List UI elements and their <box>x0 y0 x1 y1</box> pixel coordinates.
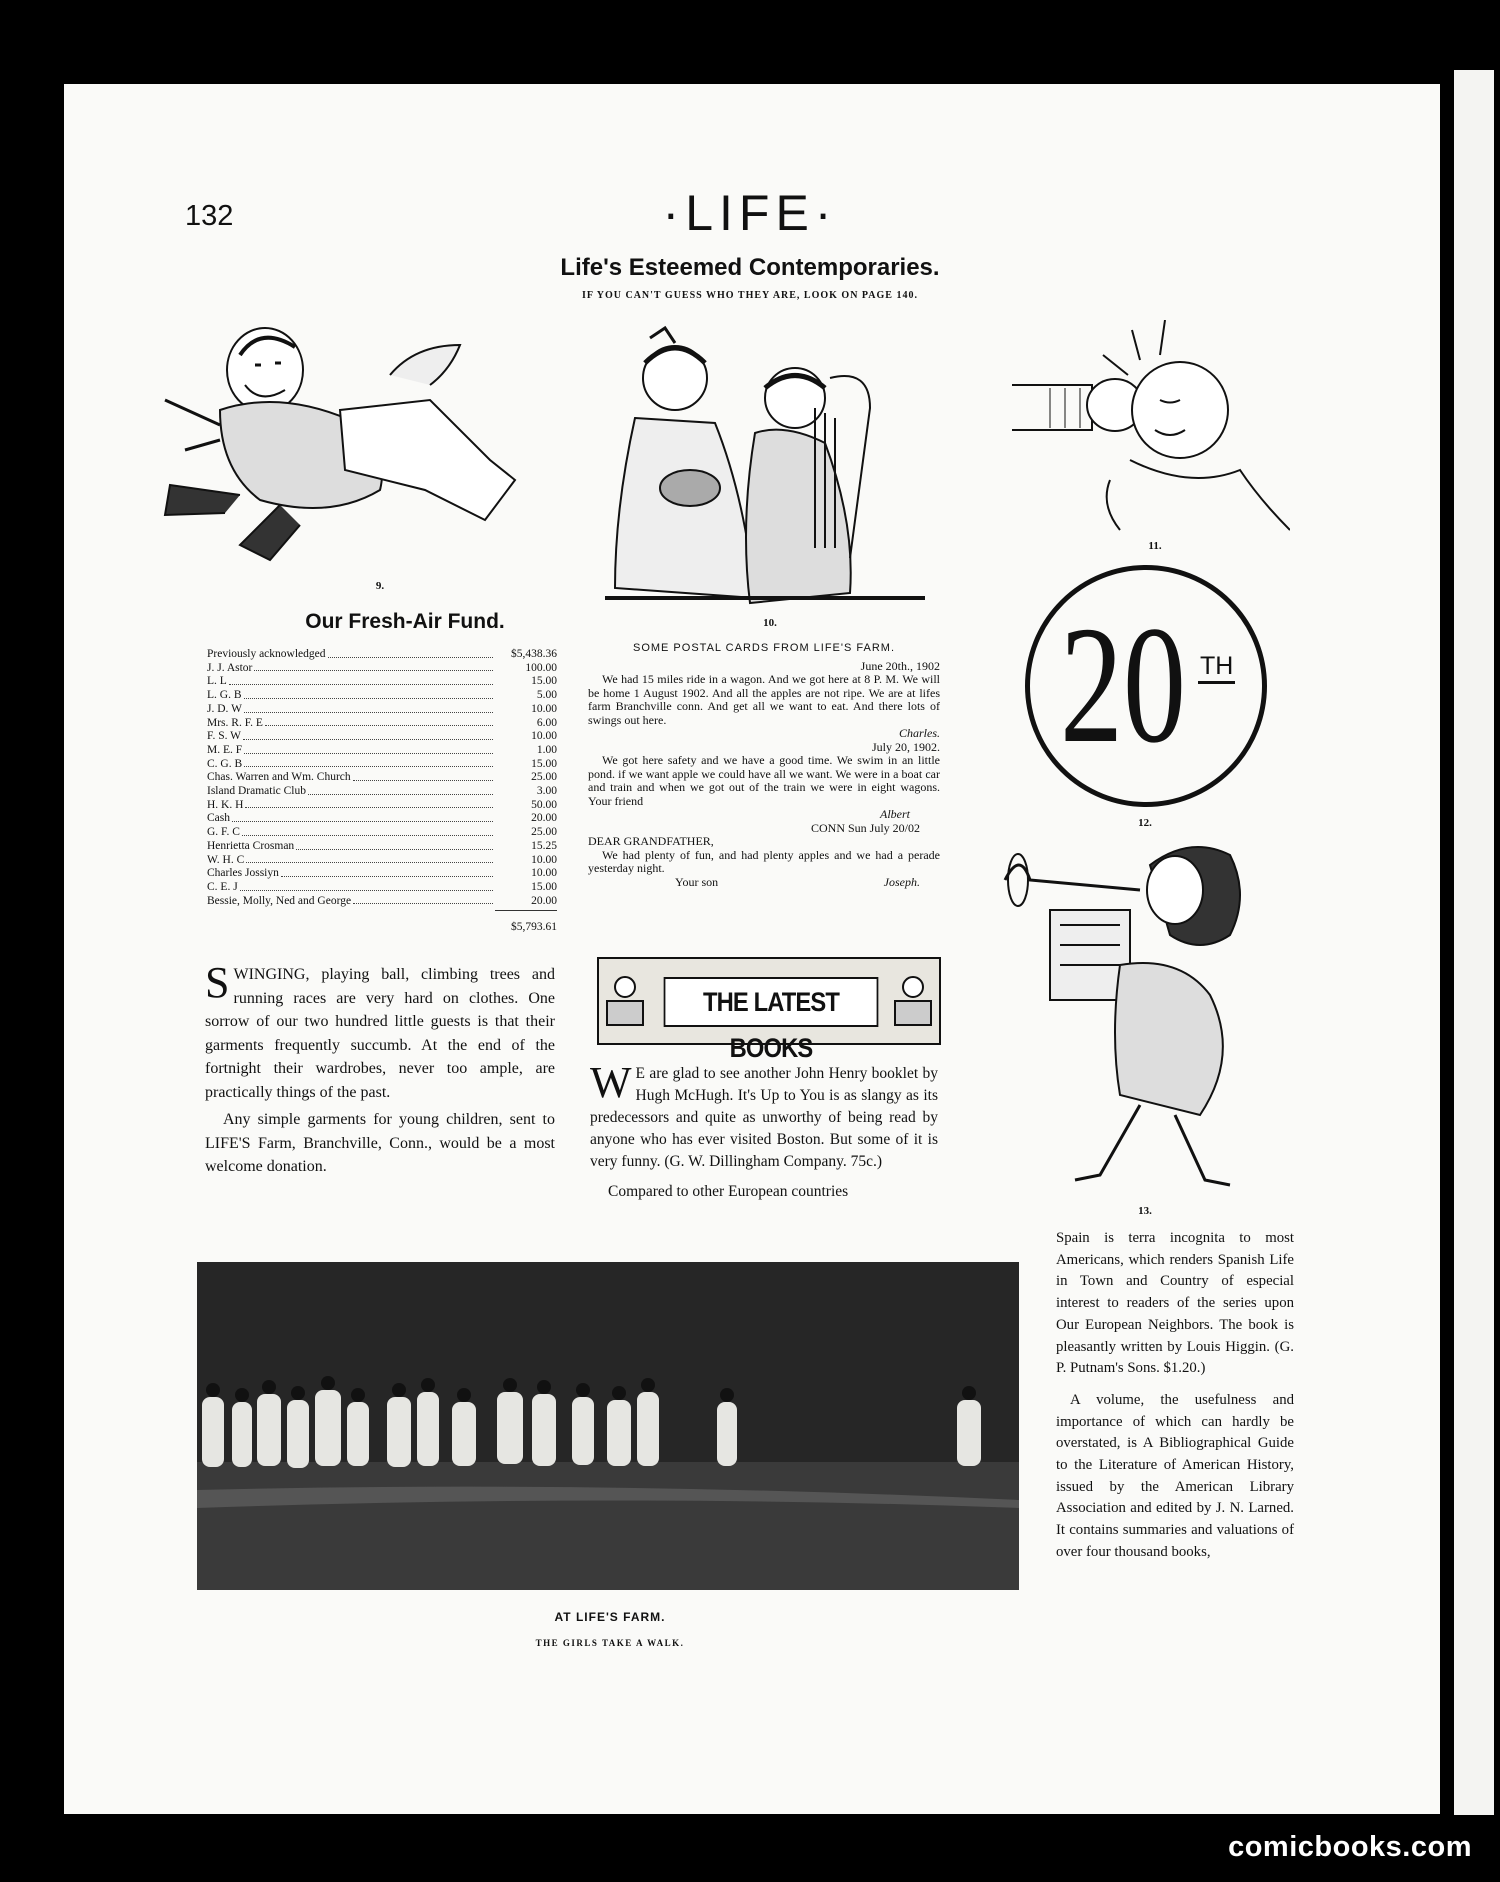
emblem-number: 20 <box>1060 592 1186 778</box>
fund-amount: 15.00 <box>531 675 557 688</box>
fund-donor: L. L <box>207 675 227 688</box>
fund-donor: Bessie, Molly, Ned and George <box>207 894 352 907</box>
fund-amount: 50.00 <box>531 798 557 811</box>
masthead: ·LIFE· <box>662 185 838 241</box>
fund-donor: Charles Jossiyn <box>207 867 279 880</box>
leader-dots <box>242 826 493 836</box>
leader-dots <box>353 895 493 905</box>
fund-row <box>207 758 557 772</box>
postal-heading: SOME POSTAL CARDS FROM LIFE'S FARM. <box>632 642 896 654</box>
fund-amount: 100.00 <box>525 661 557 674</box>
photo-caption: AT LIFE'S FARM. <box>554 1610 666 1624</box>
fund-row <box>207 799 557 813</box>
fund-amount: 3.00 <box>536 785 557 798</box>
leader-dots <box>265 717 493 727</box>
caricature-11-punch <box>1010 320 1290 535</box>
fund-row <box>207 840 557 854</box>
fund-row <box>207 703 557 717</box>
dropcap-w: W <box>590 1058 632 1107</box>
banner-title: THE LATEST BOOKS <box>664 977 879 1027</box>
fund-amount: 5.00 <box>536 689 557 702</box>
fund-row <box>207 689 557 703</box>
postal-salutation-3: DEAR GRANDFATHER, <box>588 834 714 848</box>
fund-row <box>207 854 557 868</box>
caption-fig11: 11. <box>1148 540 1162 552</box>
fund-row <box>207 881 557 895</box>
fund-row <box>207 730 557 744</box>
caption-fig13: 13. <box>1138 1205 1152 1217</box>
fund-donor: Island Dramatic Club <box>207 785 307 798</box>
fund-donor: H. K. H <box>207 798 244 811</box>
books-paragraph-1: E are glad to see another John Henry booklet by Hugh McHugh. It's Up to You is as slangy as its predecessors and quite as unworthy of being read by anyone who has ever visited Boston. But some of it is very funny. (G. W. Dillingham Company. 75c.) <box>590 1065 938 1170</box>
postal-sign-2: Albert <box>880 807 910 821</box>
leader-dots <box>245 799 493 809</box>
photo-scene <box>197 1262 1019 1590</box>
fund-total: $5,793.61 <box>511 921 557 934</box>
books-review-middle <box>590 1058 938 1203</box>
fund-row <box>207 675 557 689</box>
leader-dots <box>243 730 493 740</box>
fund-row <box>207 717 557 731</box>
fund-donor: F. S. W <box>207 730 242 743</box>
photo-subcaption: THE GIRLS TAKE A WALK. <box>535 1638 685 1648</box>
leader-dots <box>353 771 493 781</box>
fund-row <box>207 771 557 785</box>
swinging-paragraph-2: Any simple garments for young children, sent to LIFE'S Farm, Branchville, Conn., would be a most welcome donation. <box>205 1111 555 1175</box>
fund-row <box>207 785 557 799</box>
leader-dots <box>244 744 493 754</box>
fund-amount: $5,438.36 <box>511 648 557 660</box>
swinging-article <box>205 958 555 1179</box>
leader-dots <box>244 758 493 768</box>
leader-dots <box>240 881 493 891</box>
fund-amount: 10.00 <box>531 853 557 866</box>
books-paragraph-4: A volume, the usefulness and importance of which can hardly be overstated, is A Bibliographical Guide to the Literature of American History, issued by the American Library Association and edited by J. N. Larned. It contains summaries and valuations of over four thousand books, <box>1056 1391 1294 1560</box>
fund-amount: 15.25 <box>531 839 557 852</box>
reader-figure-right-icon <box>891 973 935 1029</box>
leader-dots <box>246 854 493 864</box>
fund-donor: J. J. Astor <box>207 661 253 674</box>
postal-date-2: July 20, 1902. <box>871 739 940 754</box>
leader-dots <box>229 675 493 685</box>
latest-books-banner <box>597 957 941 1063</box>
section-subtitle: IF YOU CAN'T GUESS WHO THEY ARE, LOOK ON PAGE 140. <box>582 290 918 301</box>
fund-list <box>207 648 557 935</box>
fund-row <box>207 812 557 826</box>
emblem-suffix: TH <box>1198 652 1235 684</box>
postal-sign-1: Charles. <box>898 726 940 740</box>
leader-dots <box>244 689 494 699</box>
reader-figure-left-icon <box>603 973 647 1029</box>
fund-amount: 25.00 <box>531 826 557 839</box>
fund-row <box>207 662 557 676</box>
caricature-13-trumpeter <box>1000 835 1300 1200</box>
fund-row <box>207 826 557 840</box>
fund-amount: 15.00 <box>531 880 557 893</box>
postal-body-3: We had plenty of fun, and had plenty apples and we had a perade yesterday night. <box>588 847 940 875</box>
fund-row <box>207 867 557 881</box>
caption-fig9: 9. <box>375 580 385 592</box>
fund-amount: 6.00 <box>536 716 557 729</box>
photo-girls-walk <box>197 1262 1019 1590</box>
fund-row <box>207 744 557 758</box>
fund-donor: J. D. W <box>207 702 242 715</box>
leader-dots <box>254 662 493 672</box>
fund-amount: 10.00 <box>531 702 557 715</box>
fund-donor: Henrietta Crosman <box>207 839 295 852</box>
caption-fig10: 10. <box>763 617 777 629</box>
fund-amount: 20.00 <box>531 812 557 825</box>
total-rule <box>495 910 557 911</box>
leader-dots <box>308 785 493 795</box>
fund-donor: Chas. Warren and Wm. Church <box>207 771 351 784</box>
caption-fig12: 12. <box>1138 817 1152 829</box>
leader-dots <box>328 648 494 658</box>
page-number: 132 <box>185 200 234 232</box>
leader-dots <box>296 840 493 850</box>
postal-cards <box>588 642 940 889</box>
fund-amount: 10.00 <box>531 730 557 743</box>
fund-donor: Previously acknowledged <box>207 648 326 660</box>
books-paragraph-2: Compared to other European countries <box>608 1183 849 1200</box>
facing-page-edge <box>1454 70 1494 1815</box>
fund-amount: 10.00 <box>531 867 557 880</box>
watermark: comicbooks.com <box>1228 1831 1472 1863</box>
postal-body-2: We got here safety and we have a good time. We swim in an little pond. if we want apple we could have all we want. We were in a boat car and train and when we got out of the train we were in eight wagons. Your friend <box>588 753 940 808</box>
postal-date-3: CONN Sun July 20/02 <box>810 820 920 835</box>
leader-dots <box>232 812 493 822</box>
postal-body-1: We had 15 miles ride in a wagon. And we got here at 8 P. M. We will be home 1 August 1902. And all the apples are not ripe. We are at lifes farm Branchville conn. And get all we want to eat. And there lots of swings out here. <box>588 672 940 727</box>
fund-donor: W. H. C <box>207 853 245 866</box>
caricature-9-falling-man <box>160 315 560 575</box>
postal-closing-3: Your son <box>675 874 719 889</box>
postal-sign-3: Joseph. <box>883 874 920 889</box>
fund-amount: 1.00 <box>536 743 557 756</box>
section-title: Life's Esteemed Contemporaries. <box>560 254 940 281</box>
fund-amount: 20.00 <box>531 894 557 907</box>
fund-row <box>207 895 557 909</box>
postal-date-1: June 20th., 1902 <box>860 658 940 673</box>
fund-donor: Mrs. R. F. E <box>207 716 263 729</box>
fund-row <box>207 648 557 662</box>
books-review-right <box>1056 1228 1294 1564</box>
fund-donor: G. F. C <box>207 826 240 839</box>
fund-donor: M. E. F <box>207 743 243 756</box>
fund-title: Our Fresh-Air Fund. <box>305 610 505 633</box>
books-paragraph-3: Spain is terra incognita to most Americans, which renders Spanish Life in Town and Country of especial interest to readers of the series upon Our European Neighbors. The book is pleasantly written by Louis Higgin. (G. P. Putnam's Sons. $1.20.) <box>1056 1230 1294 1377</box>
dropcap-s: S <box>205 958 230 1007</box>
leader-dots <box>244 703 493 713</box>
fund-donor: C. G. B <box>207 757 243 770</box>
fund-donor: C. E. J <box>207 880 238 893</box>
leader-dots <box>281 867 493 877</box>
twentieth-emblem <box>1025 565 1267 807</box>
swinging-paragraph-1: WINGING, playing ball, climbing trees and running races are very hard on clothes. One sorrow of our two hundred little guests is that their garments frequently succumb. At the end of the fortnight their wardrobes, never too ample, are practically things of the past. <box>205 966 555 1101</box>
fund-amount: 15.00 <box>531 757 557 770</box>
fund-amount: 25.00 <box>531 771 557 784</box>
caricature-10-musicians <box>605 318 930 608</box>
fund-donor: L. G. B <box>207 689 242 702</box>
fund-donor: Cash <box>207 812 230 825</box>
